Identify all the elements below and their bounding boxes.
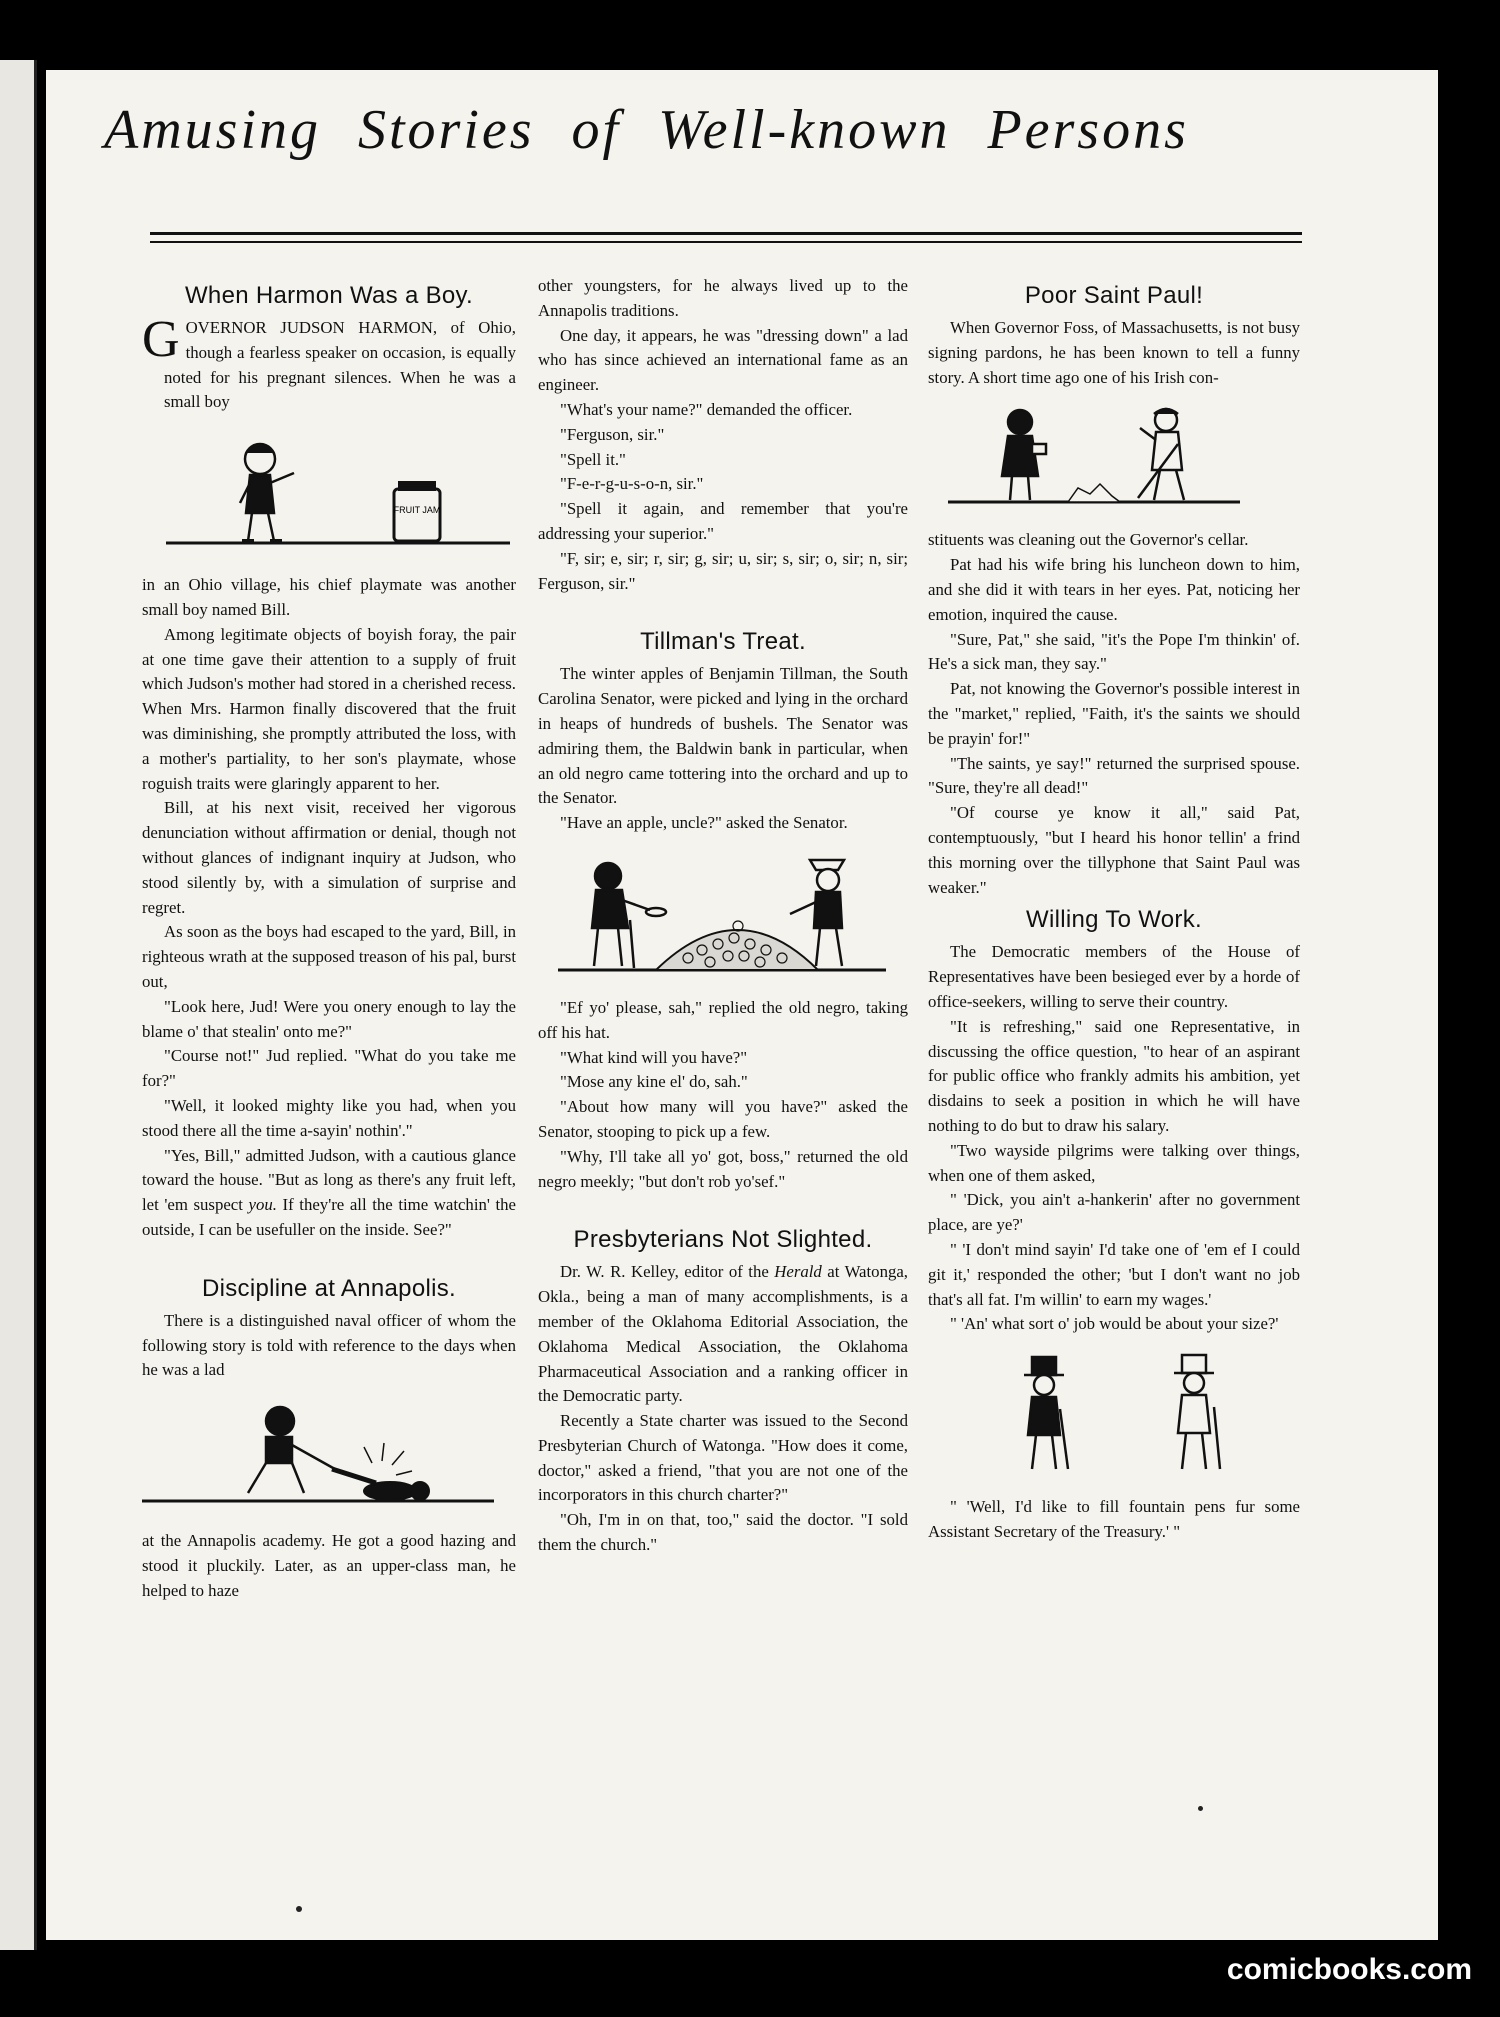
tillman-p3: "Ef yo' please, sah," replied the old negro, taking off his hat. — [538, 997, 908, 1042]
title-rule-top — [150, 232, 1302, 235]
impact-lines — [364, 1443, 412, 1475]
older-boy-figure — [248, 1407, 342, 1493]
story-title-tillman: Tillman's Treat. — [640, 628, 806, 656]
illustration-pilgrims — [928, 1351, 1300, 1479]
work-p7: " 'Well, I'd like to fill fountain pens fur some Assistant Secretary of the Treasury.' " — [928, 1497, 1300, 1541]
work-p2: "It is refreshing," said one Representative, in discussing the office question, "to hear of an aspirant for public office who frankly admits his ambition, yet disdains to seek a position in which he will have nothing to do but to draw his salary. — [928, 1016, 1300, 1135]
annapolis-p9: "Spell it again, and remember that you're addressing your superior." — [538, 499, 908, 543]
paul-p1: When Governor Foss, of Massachusetts, is not busy signing pardons, he has been known to tell a funny story. A short time ago one of his Irish con- — [928, 318, 1300, 387]
annapolis-p8: "F-e-r-g-u-s-o-n, sir." — [560, 474, 704, 494]
harmon-p1: OVERNOR JUDSON HARMON, of Ohio, though a fearless speaker on occasion, is equally noted for his pregnant silences. When he was a small boy — [164, 318, 516, 412]
boy-jam-drawing — [142, 429, 516, 557]
pilgrims-drawing — [928, 1351, 1300, 1479]
tillman-p4: "What kind will you have?" — [560, 1047, 748, 1067]
illustration-apple-heap — [538, 850, 908, 980]
annapolis-p10: "F, sir; e, sir; r, sir; g, sir; u, sir; s, sir; o, sir; n, sir; Ferguson, sir." — [538, 548, 908, 593]
pilgrim-left-figure — [1024, 1357, 1068, 1469]
work-p1: The Democratic members of the House of Representatives have been besieged ever by a horde of office-seekers, willing to serve their country. — [928, 942, 1300, 1011]
presbyterians-p3: "Oh, I'm in on that, too," said the doctor. "I sold them the church." — [538, 1510, 908, 1555]
annapolis-p3: other youngsters, for he always lived up to the Annapolis traditions. — [538, 276, 908, 320]
annapolis-p6: "Ferguson, sir." — [560, 424, 665, 444]
work-p4: " 'Dick, you ain't a-hankerin' after no government place, are ye?' — [928, 1190, 1300, 1235]
harmon-p2: in an Ohio village, his chief playmate was another small boy named Bill. — [142, 575, 516, 619]
harmon-intro — [142, 311, 516, 415]
tillman-p2: "Have an apple, uncle?" asked the Senator. — [560, 813, 848, 833]
jam-jar — [394, 481, 441, 541]
paddle — [332, 1469, 376, 1483]
page-speck — [296, 1906, 302, 1912]
tillman-p5: "Mose any kine el' do, sah." — [560, 1072, 748, 1092]
paul-p3: Pat had his wife bring his luncheon down to him, and she did it with tears in her eyes. Pat, noticing her emotion, inquired the cause. — [928, 555, 1300, 624]
story-title-annapolis: Discipline at Annapolis. — [201, 1274, 456, 1302]
pat-figure — [1138, 409, 1184, 500]
old-man-figure — [592, 863, 666, 968]
column-left — [142, 276, 516, 1603]
illustration-hazing — [142, 1397, 516, 1513]
tillman-p6: "About how many will you have?" asked the Senator, stooping to pick up a few. — [538, 1097, 908, 1141]
page-speck — [1198, 1806, 1203, 1811]
illustration-boy-and-jam — [142, 429, 516, 557]
story-title-presbyterians: Presbyterians Not Slighted. — [573, 1226, 873, 1254]
wife-figure — [1002, 410, 1046, 500]
page-title: Amusing Stories of Well-known Persons — [104, 99, 1189, 161]
harmon-p9-part2: If they're all the time watchin' the outside, I can be usefuller on the inside. See?" — [142, 1195, 516, 1239]
presbyterians-p1-part2: at Watonga, Okla., being a man of many accomplishments, is a member of the Oklahoma Editorial Association, the Oklahoma Medical Association, the Oklahoma Pharmaceutical Association and a ranking officer in the Democratic party. — [538, 1262, 908, 1406]
presbyterians-p1-emphasis: Herald — [774, 1262, 822, 1282]
paul-p5: Pat, not knowing the Governor's possible interest in the "market," replied, "Faith, it's the saints we should be prayin' for!" — [928, 679, 1300, 748]
annapolis-p2: at the Annapolis academy. He got a good hazing and stood it pluckily. Later, as an upper-class man, he helped to haze — [142, 1531, 516, 1600]
paul-p6: "The saints, ye say!" returned the surprised spouse. "Sure, they're all dead!" — [928, 753, 1300, 798]
story-title-work: Willing To Work. — [1026, 906, 1202, 934]
illustration-cellar — [928, 404, 1300, 512]
annapolis-p5: "What's your name?" demanded the officer. — [560, 399, 853, 419]
presbyterians-p1 — [538, 1260, 908, 1409]
story-title-paul: Poor Saint Paul! — [1024, 282, 1204, 309]
senator-figure — [790, 860, 844, 966]
harmon-p9 — [142, 1144, 516, 1243]
cellar-drawing — [928, 404, 1300, 512]
hazing-drawing — [142, 1397, 516, 1513]
harmon-p4: Bill, at his next visit, received her vigorous denunciation without affirmation or denial, though not without glances of indignant inquiry at Judson, who stood silently by, with a simulation of surprise and regret. — [142, 798, 516, 917]
annapolis-p7: "Spell it." — [560, 449, 626, 469]
paul-p7: "Of course ye know it all," said Pat, contemptuously, "but I heard his honor tellin' a frind this morning over the tillyphone that Saint Paul was weaker." — [928, 803, 1300, 897]
paul-p2: stituents was cleaning out the Governor's cellar. — [928, 530, 1249, 550]
presbyterians-p2: Recently a State charter was issued to the Second Presbyterian Church of Watonga. "How does it come, doctor," asked a friend, "that you are not one of the incorporators in this church charter?" — [538, 1411, 908, 1505]
watermark-credit: comicbooks.com — [1226, 1953, 1472, 1986]
harmon-p9-emphasis: you. — [248, 1195, 277, 1215]
column-middle — [538, 274, 908, 1558]
drop-cap: G — [142, 311, 180, 368]
apple-heap-drawing — [538, 850, 908, 980]
harmon-p7: "Course not!" Jud replied. "What do you take me for?" — [142, 1046, 516, 1091]
apple-heap — [656, 930, 818, 970]
harmon-p9-part1: "Yes, Bill," admitted Judson, with a cautious glance toward the house. "But as long as there's any fruit left, let 'em suspect — [142, 1145, 516, 1215]
work-p3: "Two wayside pilgrims were talking over things, when one of them asked, — [928, 1140, 1300, 1185]
tillman-p1: The winter apples of Benjamin Tillman, the South Carolina Senator, were picked and lying in the orchard in heaps of hundreds of bushels. The Senator was admiring them, the Baldwin bank in particular, when an old negro came tottering into the orchard and up to the Senator. — [538, 664, 908, 808]
annapolis-p1: There is a distinguished naval officer of whom the following story is told with reference to the days when he was a lad — [142, 1310, 516, 1380]
paul-p4: "Sure, Pat," she said, "it's the Pope I'm thinkin' of. He's a sick man, they say." — [928, 629, 1300, 674]
work-p6: " 'An' what sort o' job would be about your size?' — [950, 1314, 1279, 1334]
tillman-p7: "Why, I'll take all yo' got, boss," returned the old negro meekly; "but don't rob yo'sef." — [538, 1146, 908, 1191]
pilgrim-right-figure — [1174, 1355, 1220, 1469]
work-p5: " 'I don't mind sayin' I'd take one of 'em ef I could git it,' responded the other; 'but I don't want no job that's all fat. I'm willin' to earn my wages.' — [928, 1239, 1300, 1309]
boy-figure — [240, 444, 294, 541]
presbyterians-p1-part1: Dr. W. R. Kelley, editor of the — [560, 1262, 775, 1282]
annapolis-p4: One day, it appears, he was "dressing down" a lad who has since achieved an international fame as an engineer. — [538, 325, 908, 395]
younger-boy-figure — [364, 1482, 429, 1500]
harmon-p6: "Look here, Jud! Were you onery enough to lay the blame o' that stealin' onto me?" — [142, 996, 516, 1041]
jar-label-text: FRUIT JAM — [393, 505, 441, 516]
harmon-p8: "Well, it looked mighty like you had, when you stood there all the time a-sayin' nothin'." — [142, 1095, 516, 1140]
title-rule-bottom — [150, 241, 1302, 243]
adjacent-page-edge — [0, 60, 37, 1950]
rubbish-pile — [1068, 484, 1120, 502]
story-title-harmon: When Harmon Was a Boy. — [184, 282, 474, 309]
harmon-p5: As soon as the boys had escaped to the yard, Bill, in righteous wrath at the supposed treason of his pal, burst out, — [142, 922, 516, 991]
harmon-p3: Among legitimate objects of boyish foray, the pair at one time gave their attention to a supply of fruit which Judson's mother had stored in a cherished recess. When Mrs. Harmon finally discovered that the fruit was diminishing, she promptly attributed the loss, with a mother's partiality, to her son's playmate, whose roguish traits were glaringly apparent to her. — [142, 624, 516, 793]
column-right — [928, 276, 1300, 1545]
